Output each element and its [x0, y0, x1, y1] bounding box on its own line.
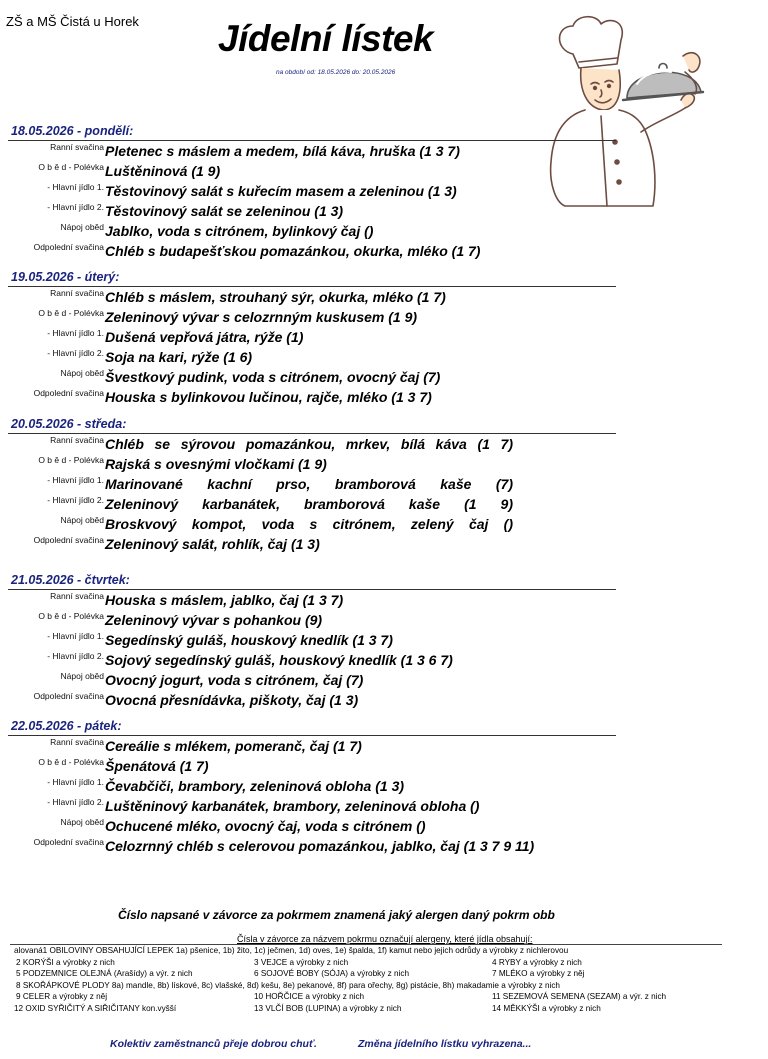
allergen-item: 3 VEJCE a výrobky z nich: [254, 957, 349, 967]
allergen-item: 6 SOJOVÉ BOBY (SÓJA) a výrobky z nich: [254, 969, 410, 978]
meal-label: Odpolední svačina: [33, 388, 104, 398]
meal-label: Odpolední svačina: [33, 691, 104, 701]
dish-name: Zeleninový vývar s celozrnným kuskusem (1 9): [105, 309, 418, 325]
menu-row: [8, 534, 616, 554]
dish-name: Švestkový pudink, voda s citrónem, ovocný čaj (7): [105, 369, 441, 385]
meal-label: - Hlavní jídlo 1.: [47, 631, 104, 641]
menu-row: [8, 181, 616, 201]
dish-name: Chléb s budapešťskou pomazánkou, okurka, mléko (1 7): [105, 243, 481, 259]
dish-name: Luštěninová (1 9): [105, 163, 221, 179]
day-section-3: [8, 417, 616, 554]
meal-label: Odpolední svačina: [33, 242, 104, 252]
allergen-item: 7 MLÉKO a výrobky z něj: [492, 969, 585, 978]
allergen-item: 5 PODZEMNICE OLEJNÁ (Arašídy) a výr. z nich: [16, 969, 193, 978]
meal-label: - Hlavní jídlo 2.: [47, 348, 104, 358]
dish-name: Houska s máslem, jablko, čaj (1 3 7): [105, 592, 344, 608]
meal-label: Ranní svačina: [50, 142, 104, 152]
menu-row: [8, 776, 616, 796]
dish-name: Čevabčiči, brambory, zeleninová obloha (1 3): [105, 778, 405, 794]
page-title: Jídelní lístek: [218, 18, 434, 59]
meal-label: Ranní svačina: [50, 435, 104, 445]
dish-name: Ochucené mléko, ovocný čaj, voda s citrónem (): [105, 818, 426, 834]
menu-row: [8, 141, 616, 161]
dish-name: Zeleninový karbanátek, bramborová kaše (1 9): [105, 496, 513, 512]
meal-label: - Hlavní jídlo 1.: [47, 475, 104, 485]
day-section-4: [8, 573, 616, 710]
dish-name: Zeleninový vývar s pohankou (9): [105, 612, 323, 628]
meal-label: Nápoj oběd: [60, 671, 104, 681]
dish-name: Chléb se sýrovou pomazánkou, mrkev, bílá káva (1 7): [105, 436, 513, 452]
menu-row: [8, 347, 616, 367]
meal-label: - Hlavní jídlo 1.: [47, 182, 104, 192]
meal-label: - Hlavní jídlo 1.: [47, 777, 104, 787]
dish-name: Cereálie s mlékem, pomeranč, čaj (1 7): [105, 738, 362, 754]
dish-name: Pletenec s máslem a medem, bílá káva, hruška (1 3 7): [105, 143, 460, 159]
dish-name: Soja na kari, rýže (1 6): [105, 349, 253, 365]
dish-name: Ovocná přesnídávka, piškoty, čaj (1 3): [105, 692, 359, 708]
allergen-item: 14 MĚKKÝŠI a výrobky z nich: [492, 1003, 601, 1013]
dish-name: Celozrnný chléb s celerovou pomazánkou, jablko, čaj (1 3 7 9 11): [105, 838, 535, 854]
day-section-1: [8, 124, 616, 261]
allergen-subtitle: Čísla v závorce za názvem pokrmu označují alergeny, které jídla obsahují:: [237, 934, 533, 944]
meal-label: O b ě d - Polévka: [38, 455, 104, 465]
dish-name: Marinované kachní prso, bramborová kaše (7): [105, 476, 513, 492]
meal-label: - Hlavní jídlo 2.: [47, 651, 104, 661]
menu-row: [8, 610, 616, 630]
day-section-2: [8, 270, 616, 407]
meal-label: Odpolední svačina: [33, 837, 104, 847]
menu-row: [8, 756, 616, 776]
meal-label: - Hlavní jídlo 2.: [47, 495, 104, 505]
menu-row: [8, 241, 616, 261]
meal-label: Ranní svačina: [50, 288, 104, 298]
menu-row: [8, 367, 616, 387]
allergen-item: 9 CELER a výrobky z něj: [16, 992, 108, 1001]
allergen-item: 2 KORÝŠI a výrobky z nich: [16, 957, 115, 967]
day-heading: 20.05.2026 - středa:: [8, 417, 616, 434]
menu-row: [8, 690, 616, 710]
menu-row: [8, 816, 616, 836]
meal-label: Ranní svačina: [50, 737, 104, 747]
menu-row: [8, 434, 616, 454]
allergen-item: 10 HOŘČICE a výrobky z nich: [254, 992, 365, 1001]
footer-greeting: Kolektiv zaměstnanců přeje dobrou chuť.: [110, 1038, 317, 1050]
meal-label: - Hlavní jídlo 2.: [47, 797, 104, 807]
dish-name: Rajská s ovesnými vločkami (1 9): [105, 456, 327, 472]
meal-label: Odpolední svačina: [33, 535, 104, 545]
meal-label: Nápoj oběd: [60, 222, 104, 232]
menu-row: [8, 287, 616, 307]
menu-row: [8, 670, 616, 690]
dish-name: Houska s bylinkovou lučinou, rajče, mléko (1 3 7): [105, 389, 432, 405]
day-heading: 21.05.2026 - čtvrtek:: [8, 573, 616, 590]
menu-row: [8, 307, 616, 327]
day-heading: 19.05.2026 - úterý:: [8, 270, 616, 287]
school-name: ZŠ a MŠ Čistá u Horek: [6, 14, 139, 29]
dish-name: Špenátová (1 7): [105, 758, 209, 774]
menu-row: [8, 221, 616, 241]
menu-row: [8, 327, 616, 347]
day-heading: 18.05.2026 - pondělí:: [8, 124, 616, 141]
meal-label: Nápoj oběd: [60, 817, 104, 827]
menu-period: na období od: 18.05.2026 do: 20.05.2026: [276, 69, 396, 76]
allergen-line: 8 SKOŘÁPKOVÉ PLODY 8a) mandle, 8b) lískové, 8c) vlašské, 8d) kešu, 8e) pekanové, 8f) para ořechy, 8g) pistácie, 8h) makadamie a výrobky z nich: [16, 980, 560, 990]
meal-label: Nápoj oběd: [60, 515, 104, 525]
dish-name: Chléb s máslem, strouhaný sýr, okurka, mléko (1 7): [105, 289, 446, 305]
day-section-5: [8, 719, 616, 856]
menu-row: [8, 650, 616, 670]
menu-row: [8, 494, 616, 514]
dish-name: Luštěninový karbanátek, brambory, zeleninová obloha (): [105, 798, 480, 814]
meal-label: O b ě d - Polévka: [38, 611, 104, 621]
meal-label: O b ě d - Polévka: [38, 757, 104, 767]
dish-name: Broskvový kompot, voda s citrónem, zelený čaj (): [105, 516, 513, 532]
menu-row: [8, 736, 616, 756]
dish-name: Ovocný jogurt, voda s citrónem, čaj (7): [105, 672, 364, 688]
dish-name: Těstovinový salát s kuřecím masem a zeleninou (1 3): [105, 183, 457, 199]
menu-row: [8, 796, 616, 816]
menu-row: [8, 387, 616, 407]
menu-row: [8, 514, 616, 534]
dish-name: Jablko, voda s citrónem, bylinkový čaj (): [105, 223, 374, 239]
allergen-line: alovaná1 OBILOVINY OBSAHUJÍCÍ LEPEK 1a) pšenice, 1b) žito, 1c) ječmen, 1d) oves, 1e) špalda, 1f) kamut nebo jejich odrůdy a výrobky z nichlerovou: [14, 946, 569, 955]
menu-row: [8, 161, 616, 181]
meal-label: - Hlavní jídlo 1.: [47, 328, 104, 338]
dish-name: Těstovinový salát se zeleninou (1 3): [105, 203, 344, 219]
menu-row: [8, 454, 616, 474]
meal-label: O b ě d - Polévka: [38, 162, 104, 172]
allergen-item: 12 OXID SYŘIČITÝ A SIŘIČITANY kon.vyšší: [14, 1003, 177, 1013]
allergen-item: 11 SEZEMOVÁ SEMENA (SEZAM) a výr. z nich: [492, 992, 667, 1001]
day-heading: 22.05.2026 - pátek:: [8, 719, 616, 736]
dish-name: Sojový segedínský guláš, houskový knedlík (1 3 6 7): [105, 652, 453, 668]
menu-row: [8, 474, 616, 494]
meal-label: - Hlavní jídlo 2.: [47, 202, 104, 212]
allergen-legend: [0, 946, 768, 1015]
meal-label: Nápoj oběd: [60, 368, 104, 378]
allergen-item: 13 VLČÍ BOB (LUPINA) a výrobky z nich: [254, 1003, 402, 1013]
allergen-item: 4 RYBY a výrobky z nich: [492, 957, 582, 967]
menu-row: [8, 201, 616, 221]
dish-name: Segedínský guláš, houskový knedlík (1 3 7): [105, 632, 393, 648]
footer-disclaimer: Změna jídelního lístku vyhrazena...: [358, 1038, 532, 1050]
menu-row: [8, 836, 616, 856]
dish-name: Zeleninový salát, rohlík, čaj (1 3): [105, 536, 320, 552]
allergen-divider: [10, 944, 722, 945]
allergen-note: Číslo napsané v závorce za pokrmem znamená jaký alergen daný pokrm obb: [118, 908, 555, 922]
meal-label: Ranní svačina: [50, 591, 104, 601]
meal-label: O b ě d - Polévka: [38, 308, 104, 318]
menu-row: [8, 590, 616, 610]
dish-name: Dušená vepřová játra, rýže (1): [105, 329, 304, 345]
menu-row: [8, 630, 616, 650]
